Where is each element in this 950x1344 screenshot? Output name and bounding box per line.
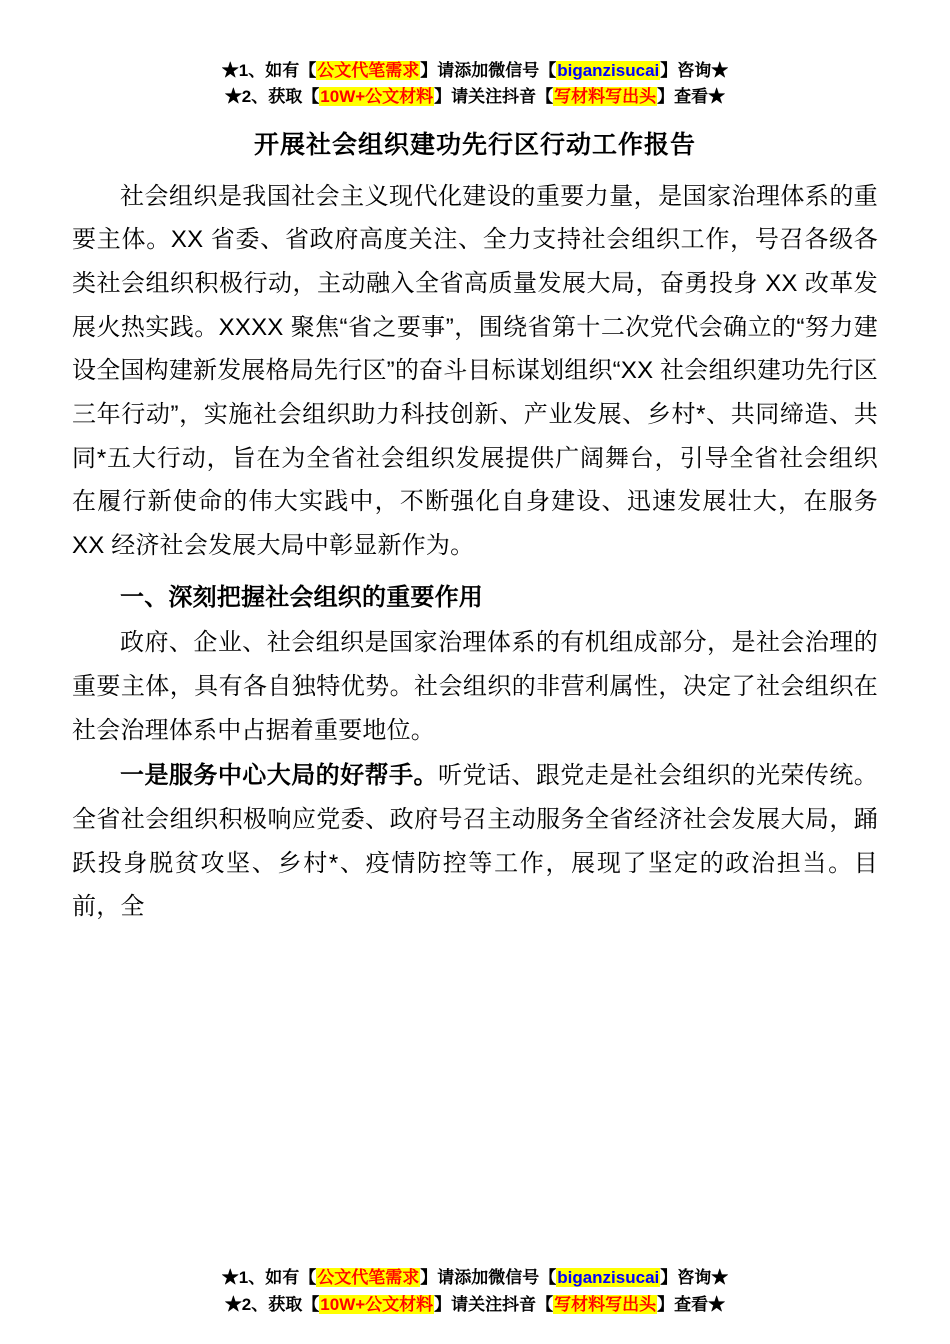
promo-banner-bottom: [0, 1265, 950, 1318]
promo-bottom-line1-suffix: 咨询★: [677, 1268, 729, 1288]
promo-top-line2-bracket-close-2: 】: [657, 87, 675, 107]
promo-banner-top: [72, 58, 878, 111]
promo-top-line2-keyword-1: 10W+公文材料: [320, 87, 434, 107]
promo-top-line1-bracket-close-1: 】: [420, 61, 438, 80]
paragraph-lead-bold: 一是服务中心大局的好帮手。: [120, 762, 438, 790]
promo-top-line1-suffix: 咨询★: [677, 61, 729, 80]
promo-top-line1-bracket-open-1: 【: [299, 61, 317, 80]
document-title: 开展社会组织建功先行区行动工作报告: [253, 130, 696, 159]
promo-top-line2-mid: 请关注抖音: [451, 87, 537, 107]
promo-top-line1-bracket-close-2: 】: [660, 61, 678, 80]
promo-bottom-line-2: [0, 1292, 950, 1318]
promo-bottom-line2-keyword-1: 10W+公文材料: [320, 1294, 434, 1314]
promo-top-line2-bracket-open-2: 【: [536, 87, 554, 107]
promo-top-line-1: [72, 58, 878, 84]
promo-bottom-line2-mid: 请关注抖音: [451, 1294, 537, 1314]
promo-top-line1-mid: 请添加微信号: [437, 61, 540, 80]
promo-top-line1-wechat-id: biganzisucai: [557, 61, 660, 80]
paragraph-intro: 社会组织是我国社会主义现代化建设的重要力量，是国家治理体系的重要主体。XX 省委、省政府高度关注、全力支持社会组织工作，号召各级各类社会组织积极行动，主动融入全省高质量发展大局，奋勇投身 XX 改革发展火热实践。XXXX 聚焦“省之要事”，围绕省第十二次党代会确立的“努力建设全国构建新发展格局先行区”的奋斗目标谋划组织“XX 社会组织建功先行区三年行动”，实施社会组织助力科技创新、产业发展、乡村*、共同缔造、共同*五大行动，旨在为全省社会组织发展提供广阔舞台，引导全省社会组织在履行新使命的伟大实践中，不断强化自身建设、迅速发展壮大，在服务 XX 经济社会发展大局中彰显新作为。: [72, 182, 878, 560]
promo-bottom-line1-bracket-open-1: 【: [299, 1268, 317, 1288]
promo-bottom-line2-bracket-open-2: 【: [536, 1294, 554, 1314]
promo-top-line-2: [72, 84, 878, 110]
promo-top-line2-bracket-close-1: 】: [434, 87, 452, 107]
promo-bottom-line1-mid: 请添加微信号: [437, 1268, 540, 1288]
section-heading-1: 一、深刻把握社会组织的重要作用: [120, 583, 483, 611]
promo-bottom-line1-bracket-close-1: 】: [420, 1268, 438, 1288]
promo-bottom-line-1: [0, 1265, 950, 1291]
promo-top-line2-bracket-open-1: 【: [302, 87, 320, 107]
promo-bottom-line2-bracket-close-2: 】: [657, 1294, 675, 1314]
promo-bottom-line1-keyword-1: 公文代笔需求: [317, 1268, 420, 1288]
promo-bottom-line2-douyin-id: 写材料写出头: [554, 1294, 657, 1314]
promo-top-line1-prefix: ★1、如有: [221, 61, 300, 80]
promo-top-line1-bracket-open-2: 【: [539, 61, 557, 80]
promo-bottom-line2-bracket-open-1: 【: [302, 1294, 320, 1314]
promo-bottom-line1-bracket-open-2: 【: [539, 1268, 557, 1288]
promo-bottom-line2-bracket-close-1: 】: [434, 1294, 452, 1314]
paragraph-section1-1: 政府、企业、社会组织是国家治理体系的有机组成部分，是社会治理的重要主体，具有各自独特优势。社会组织的非营利属性，决定了社会组织在社会治理体系中占据着重要地位。: [72, 629, 878, 744]
promo-bottom-line1-wechat-id: biganzisucai: [557, 1268, 660, 1288]
promo-bottom-line2-suffix: 查看★: [674, 1294, 726, 1314]
paragraph-lead-rest: 听党话、跟党走是社会组织的光荣传统。全省社会组织积极响应党委、政府号召主动服务全省经济社会发展大局，踊跃投身脱贫攻坚、乡村*、疫情防控等工作，展现了坚定的政治担当。目前，全: [72, 762, 878, 921]
promo-top-line2-suffix: 查看★: [674, 87, 726, 107]
promo-top-line2-douyin-id: 写材料写出头: [554, 87, 657, 107]
promo-bottom-line1-prefix: ★1、如有: [221, 1268, 300, 1288]
promo-bottom-line1-bracket-close-2: 】: [660, 1268, 678, 1288]
promo-top-line2-prefix: ★2、获取: [224, 87, 303, 107]
promo-top-line1-keyword-1: 公文代笔需求: [317, 61, 420, 80]
promo-bottom-line2-prefix: ★2、获取: [224, 1294, 303, 1314]
paragraph-section1-2: [72, 754, 878, 929]
